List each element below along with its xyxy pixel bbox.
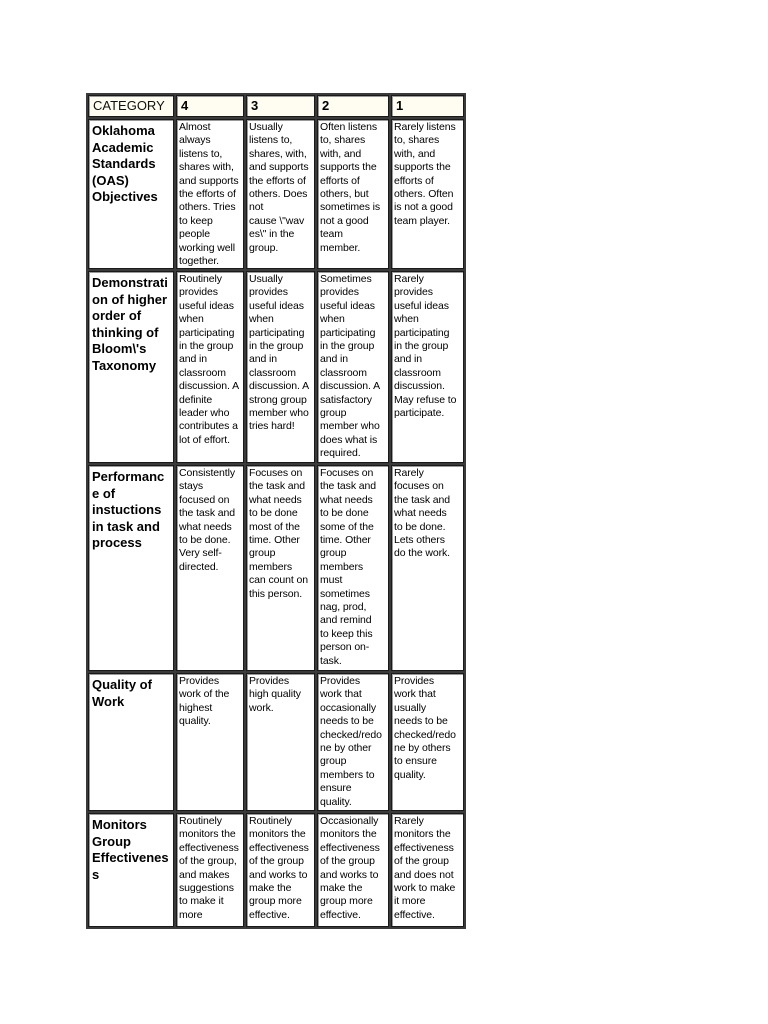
row-4-score-1-text: Provides work that usually needs to be checked/redo ne by others to ensure quality.: [394, 675, 456, 781]
row-3-score-3-cell: [246, 465, 315, 671]
row-3-score-1-text: Rarely focuses on the task and what needs to be done. Lets others do the work.: [394, 467, 451, 560]
rubric-table: [86, 93, 466, 929]
row-5-score-3-cell: [246, 813, 315, 927]
row-1-score-4-text: Almost always listens to, shares with, and supports the efforts of others. Tries to keep people working well together.: [179, 121, 239, 268]
row-4-score-2-text: Provides work that occasionally needs to be checked/redo ne by other group members to ensure quality.: [320, 675, 382, 808]
row-2-category-label: Demonstrati on of higher order of thinking of Bloom\'s Taxonomy: [92, 275, 168, 373]
row-1-score-3-cell: [246, 119, 315, 269]
row-5-score-4-cell: [176, 813, 244, 927]
header-score-2-label: 2: [322, 98, 330, 113]
header-score-4-label: 4: [181, 98, 189, 113]
row-2-score-2-text: Sometimes provides useful ideas when participating in the group and in classroom discussion. A satisfactory group member who does what is required.: [320, 273, 380, 460]
header-score-1-cell: [391, 95, 464, 117]
row-4-score-3-text: Provides high quality work.: [249, 675, 301, 714]
header-score-1-label: 1: [396, 98, 404, 113]
row-4-score-3-cell: [246, 673, 315, 811]
row-5-score-2-text: Occasionally monitors the effectiveness of the group and works to make the group more effective.: [320, 815, 380, 921]
row-4-score-1-cell: [391, 673, 464, 811]
row-1-score-1-text: Rarely listens to, shares with, and supports the efforts of others. Often is not a good team player.: [394, 121, 456, 227]
row-5-category-label: Monitors Group Effectivenes s: [92, 817, 169, 882]
header-score-3-cell: [246, 95, 315, 117]
row-3-score-3-text: Focuses on the task and what needs to be done most of the time. Other group members can count on this person.: [249, 467, 308, 600]
row-1-score-1-cell: [391, 119, 464, 269]
row-3-score-4-text: Consistently stays focused on the task and what needs to be done. Very self- directed.: [179, 467, 236, 573]
row-5-score-1-cell: [391, 813, 464, 927]
header-score-3-label: 3: [251, 98, 259, 113]
header-category-cell: [88, 95, 174, 117]
row-4-score-4-cell: [176, 673, 244, 811]
row-4-score-4-text: Provides work of the highest quality.: [179, 675, 230, 728]
row-1-score-3-text: Usually listens to, shares, with, and supports the efforts of others. Does not cause \"wav es\" in the group.: [249, 121, 309, 254]
row-1-category-label: Oklahoma Academic Standards (OAS) Objectives: [92, 123, 158, 204]
row-4-score-2-cell: [317, 673, 389, 811]
row-2-score-1-text: Rarely provides useful ideas when participating in the group and in classroom discussion. May refuse to participate.: [394, 273, 457, 420]
row-1-score-4-cell: [176, 119, 244, 269]
row-1-score-2-cell: [317, 119, 389, 269]
row-5-score-4-text: Routinely monitors the effectiveness of the group, and makes suggestions to make it more: [179, 815, 239, 921]
header-score-4-cell: [176, 95, 244, 117]
row-5-score-2-cell: [317, 813, 389, 927]
row-2-category-cell: [88, 271, 174, 463]
row-3-score-2-text: Focuses on the task and what needs to be done some of the time. Other group members must sometimes nag, prod, and remind to keep this person on- task.: [320, 467, 377, 667]
row-1-score-2-text: Often listens to, shares with, and supports the efforts of others, but sometimes is not a good team member.: [320, 121, 381, 254]
row-4-category-cell: [88, 673, 174, 811]
row-2-score-1-cell: [391, 271, 464, 463]
header-category-label: CATEGORY: [93, 98, 165, 113]
row-5-score-1-text: Rarely monitors the effectiveness of the group and does not work to make it more effective.: [394, 815, 456, 921]
row-1-category-cell: [88, 119, 174, 269]
row-4-category-label: Quality of Work: [92, 677, 152, 709]
row-2-score-3-cell: [246, 271, 315, 463]
header-score-2-cell: [317, 95, 389, 117]
row-2-score-4-text: Routinely provides useful ideas when participating in the group and in classroom discussion. A definite leader who contributes a lot of effort.: [179, 273, 239, 446]
row-3-score-2-cell: [317, 465, 389, 671]
row-3-category-cell: [88, 465, 174, 671]
row-2-score-3-text: Usually provides useful ideas when participating in the group and in classroom discussion. A strong group member who tries hard!: [249, 273, 309, 433]
row-3-score-1-cell: [391, 465, 464, 671]
row-5-score-3-text: Routinely monitors the effectiveness of the group and works to make the group more effective.: [249, 815, 309, 921]
row-2-score-4-cell: [176, 271, 244, 463]
row-2-score-2-cell: [317, 271, 389, 463]
row-3-score-4-cell: [176, 465, 244, 671]
row-5-category-cell: [88, 813, 174, 927]
row-3-category-label: Performanc e of instuctions in task and process: [92, 469, 165, 550]
